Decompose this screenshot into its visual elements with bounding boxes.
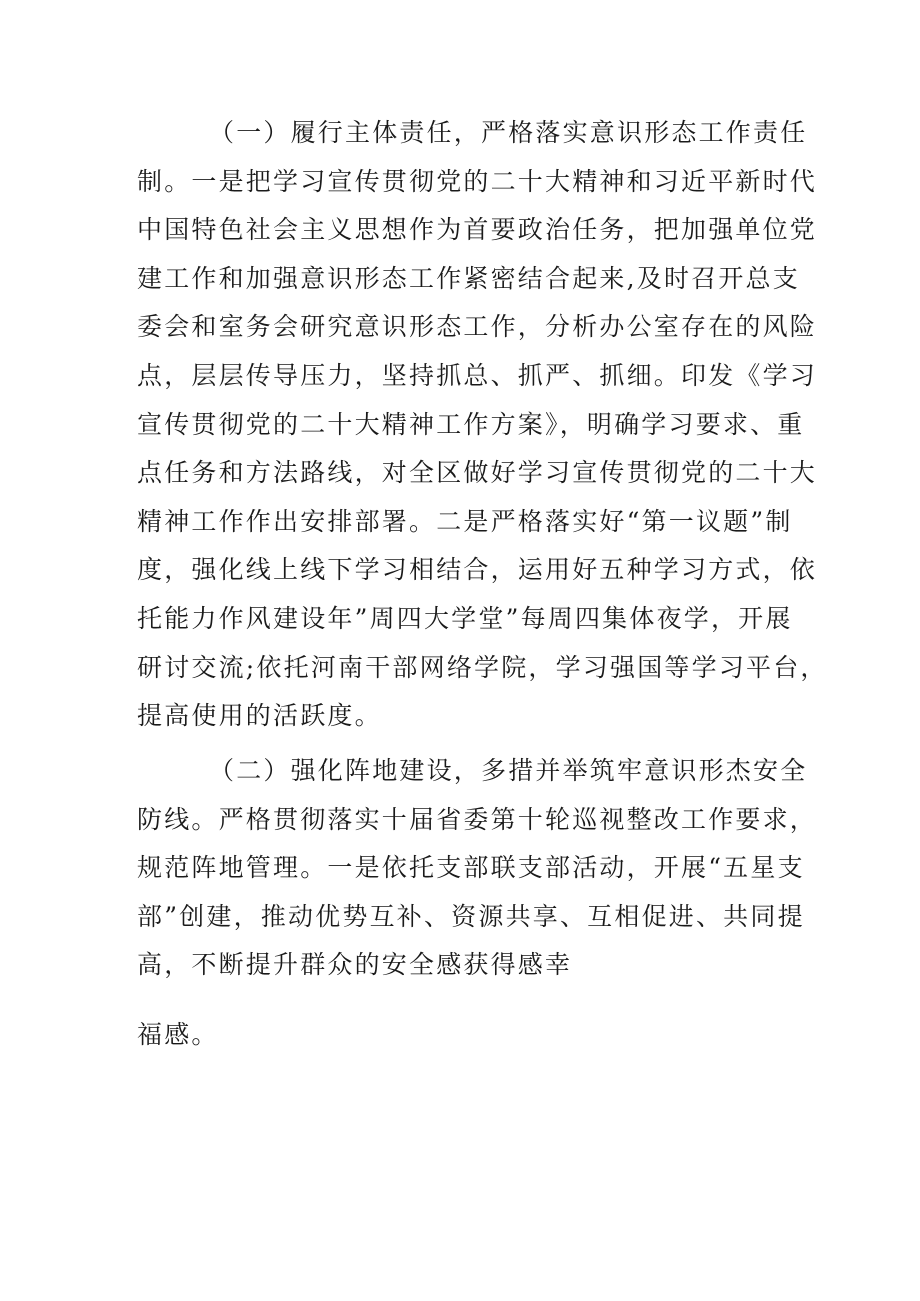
paragraph-line: 提高使用的活跃度。 (137, 701, 382, 731)
paragraph-line: 宣传贯彻党的二十大精神工作方案》，明确学习要求、重 (137, 409, 805, 439)
paragraph-line: 托能力作风建设年”周四大学堂”每周四集体夜学，开展 (137, 603, 793, 633)
paragraph-line: （一）履行主体责任，严格落实意识形态工作责任 (209, 118, 808, 147)
paragraph-line: 度，强化线上线下学习相结合，运用好五种学习方式，依 (137, 555, 818, 585)
paragraph-line: 防线。严格贯彻落实十届省委第十轮巡视整改工作要求， (137, 804, 818, 834)
paragraph-line: 制。一是把学习宣传贯彻党的二十大精神和习近平新时代 (137, 166, 818, 196)
paragraph-line: 点任务和方法路线，对全区做好学习宣传贯彻党的二十大 (137, 458, 818, 488)
paragraph-line: 委会和室务会研究意识形态工作，分析办公室存在的风险 (137, 312, 818, 342)
paragraph-line: 精神工作作出安排部署。二是严格落实好“第一议题”制 (137, 506, 793, 536)
paragraph-line: 研讨交流;依托河南干部网络学院，学习强国等学习平台， (137, 652, 828, 682)
paragraph-line: 建工作和加强意识形态工作紧密结合起来,及时召开总支 (137, 263, 800, 293)
paragraph-line: 中国特色社会主义思想作为首要政治任务，把加强单位党 (137, 215, 818, 245)
paragraph-line: （二）强化阵地建设，多措并举筑牢意识形杰安全 (209, 756, 808, 785)
paragraph-line: 点，层层传导压力，坚持抓总、抓严、抓细。印发《学习 (137, 360, 818, 390)
paragraph-2 (137, 747, 818, 990)
paragraph-3 (137, 1011, 797, 1060)
paragraph-line: 福感。 (137, 1020, 219, 1049)
paragraph-line: 部”创建，推动优势互补、资源共享、互相促进、共同提 (137, 901, 805, 931)
paragraph-line: 规范阵地管理。一是依托支部联支部活动，开展“五星支 (137, 853, 805, 883)
paragraph-1 (137, 109, 828, 741)
paragraph-line: 高，不断提升群众的安全感获得感幸 (137, 950, 573, 980)
